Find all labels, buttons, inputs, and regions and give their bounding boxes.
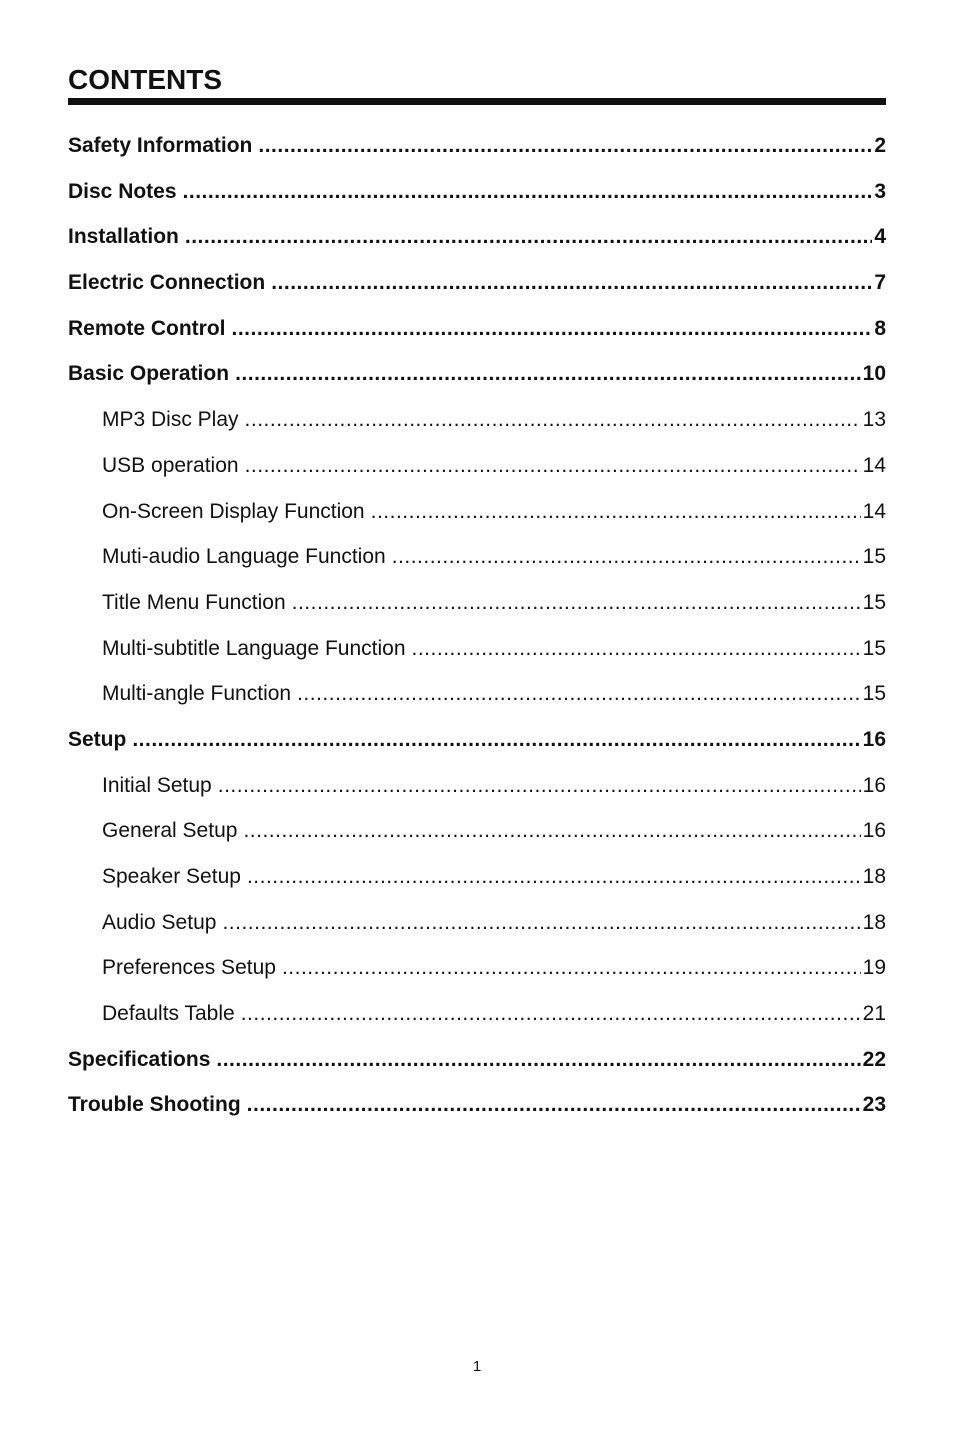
toc-entry-page-number: 16	[862, 819, 886, 843]
toc-subentry[interactable]	[68, 904, 886, 950]
toc-entry-title: USB operation	[102, 453, 239, 477]
toc-entry-title: Initial Setup	[102, 773, 212, 797]
toc-entry-page-number: 18	[862, 910, 886, 934]
toc-subentry[interactable]	[68, 447, 886, 493]
dot-leader	[271, 264, 872, 302]
toc-entry-title: Specifications	[68, 1047, 211, 1071]
toc-entry-title: Defaults Table	[102, 1002, 235, 1026]
toc-subentry[interactable]	[68, 812, 886, 858]
title-underline-rule	[68, 98, 886, 105]
toc-subentry[interactable]	[68, 630, 886, 676]
toc-entry-page-number: 18	[862, 865, 886, 888]
toc-entry-page-number: 13	[862, 408, 886, 432]
toc-entry-title: Title Menu Function	[102, 590, 286, 614]
toc-entry[interactable]	[68, 355, 886, 401]
toc-entry-page-number: 16	[862, 773, 886, 797]
toc-entry-page-number: 15	[862, 590, 886, 614]
toc-entry-page-number: 7	[874, 271, 886, 295]
toc-entry-page-number: 22	[862, 1047, 886, 1071]
toc-subentry[interactable]	[68, 995, 886, 1041]
toc-entry[interactable]	[68, 218, 886, 264]
toc-entry-page-number: 4	[874, 225, 886, 249]
dot-leader	[183, 173, 873, 211]
toc-entry-title: Trouble Shooting	[68, 1093, 241, 1117]
dot-leader	[412, 630, 861, 668]
toc-entry-title: Audio Setup	[102, 910, 217, 934]
toc-entry-title: Speaker Setup	[102, 865, 241, 888]
dot-leader	[371, 493, 861, 531]
toc-entry-title: General Setup	[102, 819, 238, 843]
toc-entry-title: Remote Control	[68, 316, 226, 340]
toc-entry-page-number: 21	[862, 1002, 886, 1026]
page-number: 1	[472, 1358, 482, 1375]
toc-subentry[interactable]	[68, 767, 886, 813]
dot-leader	[297, 675, 861, 713]
toc-entry-title: Electric Connection	[68, 271, 266, 295]
dot-leader	[232, 310, 873, 348]
toc-entry-title: Preferences Setup	[102, 956, 276, 980]
dot-leader	[292, 584, 861, 622]
toc-subentry[interactable]	[68, 584, 886, 630]
toc-entry-page-number: 19	[862, 956, 886, 980]
dot-leader	[258, 127, 872, 165]
toc-entry-page-number: 14	[862, 499, 886, 523]
dot-leader	[218, 767, 861, 805]
toc-entry[interactable]	[68, 1041, 886, 1087]
toc-entry-title: On-Screen Display Function	[102, 499, 365, 523]
toc-entry-title: MP3 Disc Play	[102, 408, 239, 432]
dot-leader	[243, 812, 860, 850]
toc-entry[interactable]	[68, 173, 886, 219]
toc-entry[interactable]	[68, 721, 886, 767]
page-title: CONTENTS	[68, 64, 222, 95]
toc-subentry[interactable]	[68, 858, 886, 904]
toc-entry-page-number: 16	[862, 727, 886, 751]
toc-entry-page-number: 2	[874, 134, 886, 157]
toc-entry-page-number: 8	[874, 316, 886, 340]
toc-entry-page-number: 15	[862, 682, 886, 706]
toc-entry-title: Multi-subtitle Language Function	[102, 636, 406, 660]
toc-subentry[interactable]	[68, 949, 886, 995]
toc-entry[interactable]	[68, 127, 886, 173]
toc-subentry[interactable]	[68, 538, 886, 584]
dot-leader	[245, 401, 861, 439]
dot-leader	[235, 355, 861, 393]
dot-leader	[216, 1041, 860, 1079]
toc-entry-title: Muti-audio Language Function	[102, 545, 386, 569]
dot-leader	[185, 218, 872, 256]
toc-entry[interactable]	[68, 264, 886, 310]
dot-leader	[241, 995, 861, 1033]
toc-subentry[interactable]	[68, 493, 886, 539]
table-of-contents	[68, 127, 886, 1132]
toc-entry-title: Safety Information	[68, 134, 253, 157]
toc-entry-title: Disc Notes	[68, 179, 177, 203]
toc-entry-page-number: 10	[862, 362, 886, 386]
dot-leader	[392, 538, 861, 576]
toc-entry-page-number: 15	[862, 636, 886, 660]
dot-leader	[132, 721, 860, 759]
dot-leader	[247, 858, 861, 896]
toc-entry-page-number: 15	[862, 545, 886, 569]
toc-entry-title: Setup	[68, 727, 127, 751]
toc-entry[interactable]	[68, 1086, 886, 1132]
toc-subentry[interactable]	[68, 401, 886, 447]
dot-leader	[282, 949, 861, 987]
dot-leader	[245, 447, 861, 485]
toc-entry-title: Basic Operation	[68, 362, 230, 386]
dot-leader	[222, 904, 860, 942]
toc-entry-title: Installation	[68, 225, 179, 249]
toc-entry-page-number: 3	[874, 179, 886, 203]
toc-entry[interactable]	[68, 310, 886, 356]
toc-subentry[interactable]	[68, 675, 886, 721]
toc-entry-title: Multi-angle Function	[102, 682, 292, 706]
toc-entry-page-number: 14	[862, 453, 886, 477]
toc-entry-page-number: 23	[862, 1093, 886, 1117]
dot-leader	[247, 1086, 861, 1124]
